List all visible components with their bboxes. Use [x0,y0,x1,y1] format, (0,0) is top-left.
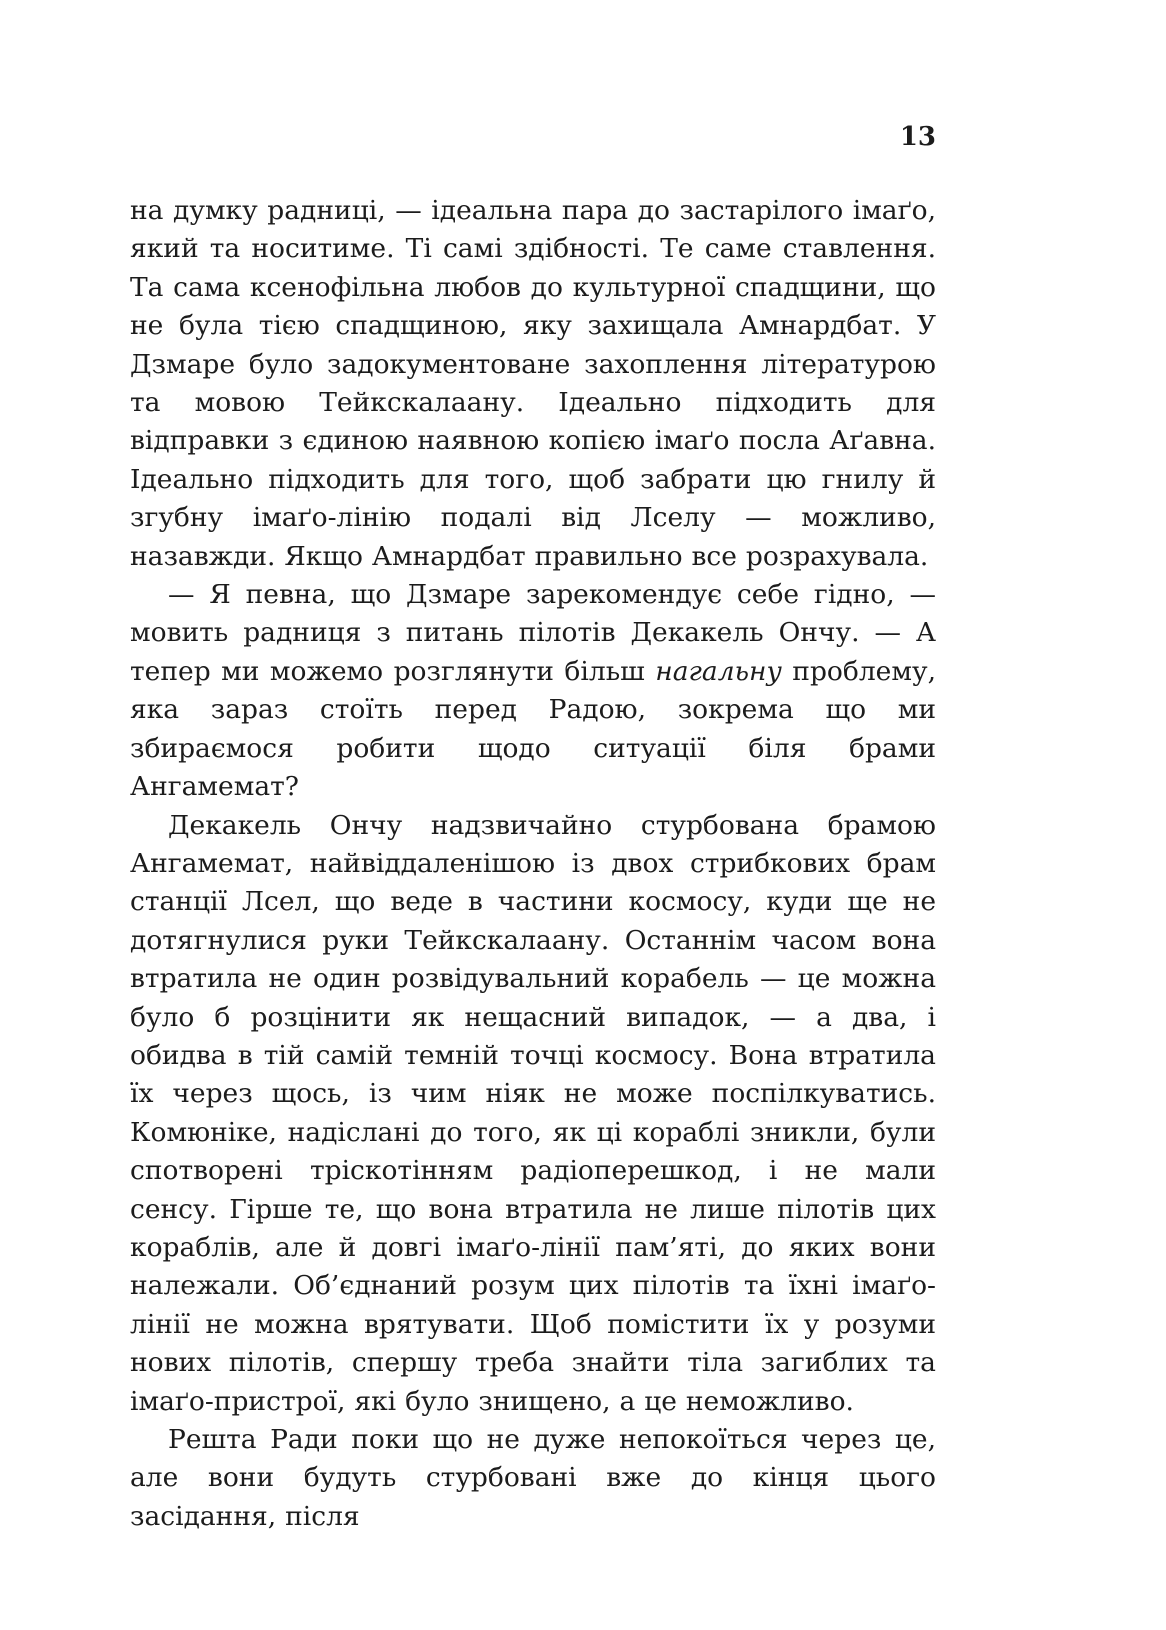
text-run: проблему, яка зараз стоїть перед Радою, зокрема що ми збираємося робити щодо ситуації біля брами Ангамемат? [130,655,936,803]
paragraph [130,576,936,806]
paragraph [130,1421,936,1536]
text-run: — Я певна, що Дзмаре зарекомендує себе гідно, — мовить радниця з питань пілотів Декакель Ончу. — А тепер ми можемо розглянути більш [130,579,936,687]
paragraph [130,807,936,1422]
text-run: Решта Ради поки що не дуже непокоїться через це, але вони будуть стурбовані вже до кінця цього засідання, після [130,1424,936,1532]
text-block [130,192,936,1536]
text-run: Декакель Ончу надзвичайно стурбована брамою Ангамемат, найвіддаленішою із двох стрибкових брам станції Лсел, що веде в частини космосу, куди ще не дотягнулися руки Тейкскалаану. Останнім часом вона втратила не один розвідувальний корабель — це можна було б розцінити як нещасний випадок, — а два, і обидва в тій самій темній точці космосу. Вона втратила їх через щось, із чим ніяк не може поспілкуватись. Комюніке, надіслані до того, як ці кораблі зникли, були спотворені тріскотінням радіоперешкод, і не мали сенсу. Гірше те, що вона втратила не лише пілотів цих кораблів, але й довгі імаґо-лінії пам’яті, до яких вони належали. Об’єднаний розум цих пілотів та їхні імаґо-лінії не можна врятувати. Щоб помістити їх у розуми нових пілотів, спершу треба знайти тіла загиблих та імаґо-пристрої, які було знищено, а це неможливо. [130,809,936,1417]
page-number: 13 [899,122,936,152]
italic-text-run: нагальну [655,655,782,687]
paragraph [130,192,936,576]
text-run: на думку радниці, — ідеальна пара до застарілого імаґо, який та носитиме. Ті самі здібності. Те саме ставлення. Та сама ксенофільна любов до культурної спадщини, що не була тією спадщиною, яку захищала Амнардбат. У Дзмаре було задокументоване захоплення літературою та мовою Тейкскалаану. Ідеально підходить для відправки з єдиною наявною копією імаґо посла Аґавна. Ідеально підходить для того, щоб забрати цю гнилу й згубну імаґо-лінію подалі від Лселу — можливо, назавжди. Якщо Амнардбат правильно все розрахувала. [130,195,936,572]
